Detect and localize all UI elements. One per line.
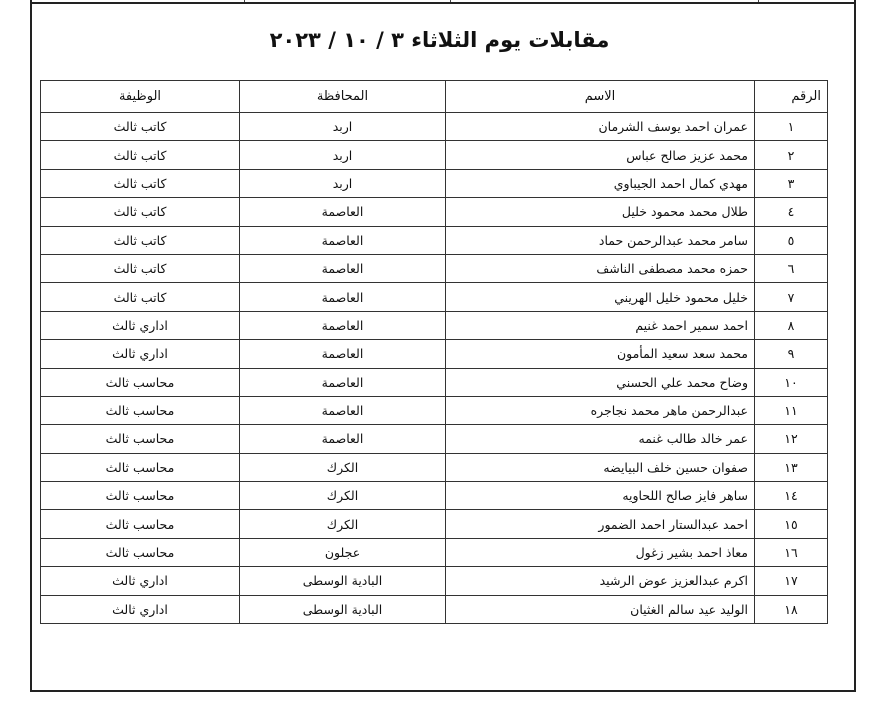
row-governorate: الكرك: [240, 482, 446, 510]
row-governorate: العاصمة: [240, 311, 446, 339]
table-row: [41, 340, 828, 368]
table-row: [41, 141, 828, 169]
table-row: [41, 510, 828, 538]
table-row: [41, 453, 828, 481]
row-governorate: عجلون: [240, 538, 446, 566]
column-divider: [758, 0, 759, 2]
row-governorate: العاصمة: [240, 425, 446, 453]
table-row: [41, 169, 828, 197]
row-number: ٤: [755, 198, 828, 226]
row-governorate: العاصمة: [240, 340, 446, 368]
row-job: محاسب ثالث: [41, 538, 240, 566]
row-job: محاسب ثالث: [41, 453, 240, 481]
row-number: ١٣: [755, 453, 828, 481]
interview-table: [40, 80, 828, 624]
row-number: ١١: [755, 396, 828, 424]
table-row: [41, 254, 828, 282]
row-number: ٦: [755, 254, 828, 282]
row-name: محمد سعد سعيد المأمون: [446, 340, 755, 368]
table-row: [41, 368, 828, 396]
row-name: ساهر فايز صالح اللحاويه: [446, 482, 755, 510]
row-number: ٨: [755, 311, 828, 339]
row-name: وضاح محمد علي الحسني: [446, 368, 755, 396]
row-name: عبدالرحمن ماهر محمد نجاجره: [446, 396, 755, 424]
row-governorate: اربد: [240, 141, 446, 169]
row-name: عمر خالد طالب غنمه: [446, 425, 755, 453]
row-job: كاتب ثالث: [41, 226, 240, 254]
row-name: معاذ احمد بشير زغول: [446, 538, 755, 566]
row-governorate: العاصمة: [240, 396, 446, 424]
row-job: اداري ثالث: [41, 595, 240, 623]
row-job: كاتب ثالث: [41, 113, 240, 141]
table-row: [41, 595, 828, 623]
table-row: [41, 113, 828, 141]
row-job: محاسب ثالث: [41, 482, 240, 510]
row-governorate: الكرك: [240, 510, 446, 538]
table-row: [41, 198, 828, 226]
row-job: محاسب ثالث: [41, 396, 240, 424]
table-row: [41, 482, 828, 510]
table-row: [41, 425, 828, 453]
row-number: ١٦: [755, 538, 828, 566]
table-row: [41, 311, 828, 339]
table-row: [41, 538, 828, 566]
row-name: طلال محمد محمود خليل: [446, 198, 755, 226]
row-governorate: اربد: [240, 169, 446, 197]
row-number: ٢: [755, 141, 828, 169]
row-name: محمد عزيز صالح عباس: [446, 141, 755, 169]
row-job: كاتب ثالث: [41, 283, 240, 311]
row-number: ١٨: [755, 595, 828, 623]
row-governorate: العاصمة: [240, 254, 446, 282]
header-number: الرقم: [755, 81, 828, 113]
row-name: صفوان حسين خلف البيايضه: [446, 453, 755, 481]
row-name: اكرم عبدالعزيز عوض الرشيد: [446, 567, 755, 595]
table-row: [41, 396, 828, 424]
row-job: محاسب ثالث: [41, 510, 240, 538]
row-governorate: اربد: [240, 113, 446, 141]
row-name: احمد عبدالستار احمد الضمور: [446, 510, 755, 538]
row-number: ١٢: [755, 425, 828, 453]
table-body: [41, 113, 828, 624]
row-number: ٣: [755, 169, 828, 197]
row-governorate: العاصمة: [240, 198, 446, 226]
row-job: اداري ثالث: [41, 567, 240, 595]
row-governorate: العاصمة: [240, 226, 446, 254]
row-name: خليل محمود خليل الهريني: [446, 283, 755, 311]
row-job: محاسب ثالث: [41, 368, 240, 396]
row-job: اداري ثالث: [41, 340, 240, 368]
row-governorate: العاصمة: [240, 283, 446, 311]
table-row: [41, 226, 828, 254]
row-job: كاتب ثالث: [41, 169, 240, 197]
row-governorate: البادية الوسطى: [240, 567, 446, 595]
row-governorate: الكرك: [240, 453, 446, 481]
row-name: عمران احمد يوسف الشرمان: [446, 113, 755, 141]
row-governorate: البادية الوسطى: [240, 595, 446, 623]
row-number: ١٤: [755, 482, 828, 510]
row-job: كاتب ثالث: [41, 141, 240, 169]
row-number: ٥: [755, 226, 828, 254]
row-number: ١٠: [755, 368, 828, 396]
column-divider: [450, 0, 451, 2]
row-number: ٩: [755, 340, 828, 368]
page-title: مقابلات يوم الثلاثاء ٣ / ١٠ / ٢٠٢٣: [269, 28, 610, 52]
row-number: ١٥: [755, 510, 828, 538]
row-job: محاسب ثالث: [41, 425, 240, 453]
column-divider: [244, 0, 245, 2]
row-job: كاتب ثالث: [41, 198, 240, 226]
row-name: الوليد عيد سالم الغثيان: [446, 595, 755, 623]
table-header-row: [41, 81, 828, 113]
row-job: اداري ثالث: [41, 311, 240, 339]
table-row: [41, 283, 828, 311]
table-row: [41, 567, 828, 595]
row-governorate: العاصمة: [240, 368, 446, 396]
row-name: حمزه محمد مصطفى الناشف: [446, 254, 755, 282]
header-name: الاسم: [446, 81, 755, 113]
row-name: مهدي كمال احمد الجيباوي: [446, 169, 755, 197]
header-job: الوظيفة: [41, 81, 240, 113]
header-governorate: المحافظة: [240, 81, 446, 113]
row-number: ١٧: [755, 567, 828, 595]
row-name: سامر محمد عبدالرحمن حماد: [446, 226, 755, 254]
row-name: احمد سمير احمد غنيم: [446, 311, 755, 339]
row-number: ١: [755, 113, 828, 141]
row-number: ٧: [755, 283, 828, 311]
row-job: كاتب ثالث: [41, 254, 240, 282]
